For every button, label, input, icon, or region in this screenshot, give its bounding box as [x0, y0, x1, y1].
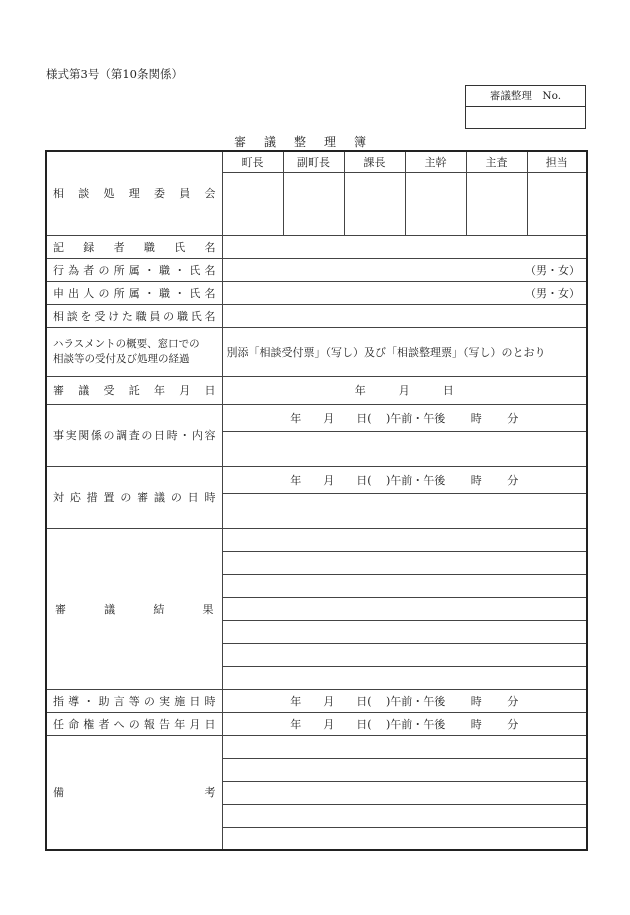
summary-label-line2: 相談等の受付及び処理の経過	[53, 352, 190, 365]
role-section-chief: 課長	[344, 151, 405, 172]
result-line	[222, 574, 587, 597]
summary-value: 別添「相談受付票」（写し）及び「相談整理票」（写し）のとおり	[222, 327, 587, 376]
result-line	[222, 551, 587, 574]
stamp-cell-staff	[527, 172, 587, 235]
commission-date-value: 年 月 日	[222, 376, 587, 404]
role-deputy-mayor: 副町長	[283, 151, 344, 172]
remarks-line	[222, 781, 587, 804]
stamp-cell-deputy-mayor	[283, 172, 344, 235]
commission-date-label: 審議受託年月日	[46, 376, 222, 404]
recorder-label: 記録者職氏名	[46, 235, 222, 258]
result-line	[222, 666, 587, 689]
remarks-line	[222, 735, 587, 758]
stamp-cell-chief	[405, 172, 466, 235]
form-caption: 様式第3号（第10条関係）	[46, 67, 183, 81]
investigation-datetime: 年 月 日( )午前・午後 時 分	[222, 404, 587, 431]
applicant-label: 申出人の所属・職・氏名	[46, 281, 222, 304]
investigation-content	[222, 431, 587, 466]
report-label: 任命権者への報告年月日	[46, 712, 222, 735]
remarks-line	[222, 827, 587, 850]
page-title: 審議整理簿	[234, 135, 385, 149]
committee-label: 相談処理委員会	[46, 151, 222, 235]
remarks-line	[222, 758, 587, 781]
report-datetime: 年 月 日( )午前・午後 時 分	[222, 712, 587, 735]
guidance-datetime: 年 月 日( )午前・午後 時 分	[222, 689, 587, 712]
deliberation-datetime: 年 月 日( )午前・午後 時 分	[222, 466, 587, 493]
consultant-label: 相談を受けた職員の職氏名	[46, 304, 222, 327]
consultant-value	[222, 304, 587, 327]
summary-label	[46, 327, 222, 376]
deliberation-content	[222, 493, 587, 528]
number-box	[465, 85, 586, 129]
role-staff: 担当	[527, 151, 587, 172]
result-line	[222, 620, 587, 643]
actor-label: 行為者の所属・職・氏名	[46, 258, 222, 281]
applicant-gender: （男・女）	[222, 281, 587, 304]
remarks-line	[222, 804, 587, 827]
result-label: 審議結果	[46, 528, 222, 689]
guidance-label: 指導・助言等の実施日時	[46, 689, 222, 712]
role-assistant-chief: 主査	[466, 151, 527, 172]
stamp-cell-mayor	[222, 172, 283, 235]
result-line	[222, 643, 587, 666]
number-box-label: 審議整理 No.	[466, 86, 585, 107]
result-line	[222, 528, 587, 551]
summary-label-line1: ハラスメントの概要、窓口での	[53, 337, 200, 350]
result-line	[222, 597, 587, 620]
role-mayor: 町長	[222, 151, 283, 172]
stamp-cell-assistant-chief	[466, 172, 527, 235]
record-form-table	[45, 150, 588, 851]
stamp-cell-section-chief	[344, 172, 405, 235]
recorder-value	[222, 235, 587, 258]
actor-gender: （男・女）	[222, 258, 587, 281]
remarks-label: 備考	[46, 735, 222, 850]
investigation-label: 事実関係の調査の日時・内容	[46, 404, 222, 466]
role-chief: 主幹	[405, 151, 466, 172]
deliberation-date-label: 対応措置の審議の日時	[46, 466, 222, 528]
